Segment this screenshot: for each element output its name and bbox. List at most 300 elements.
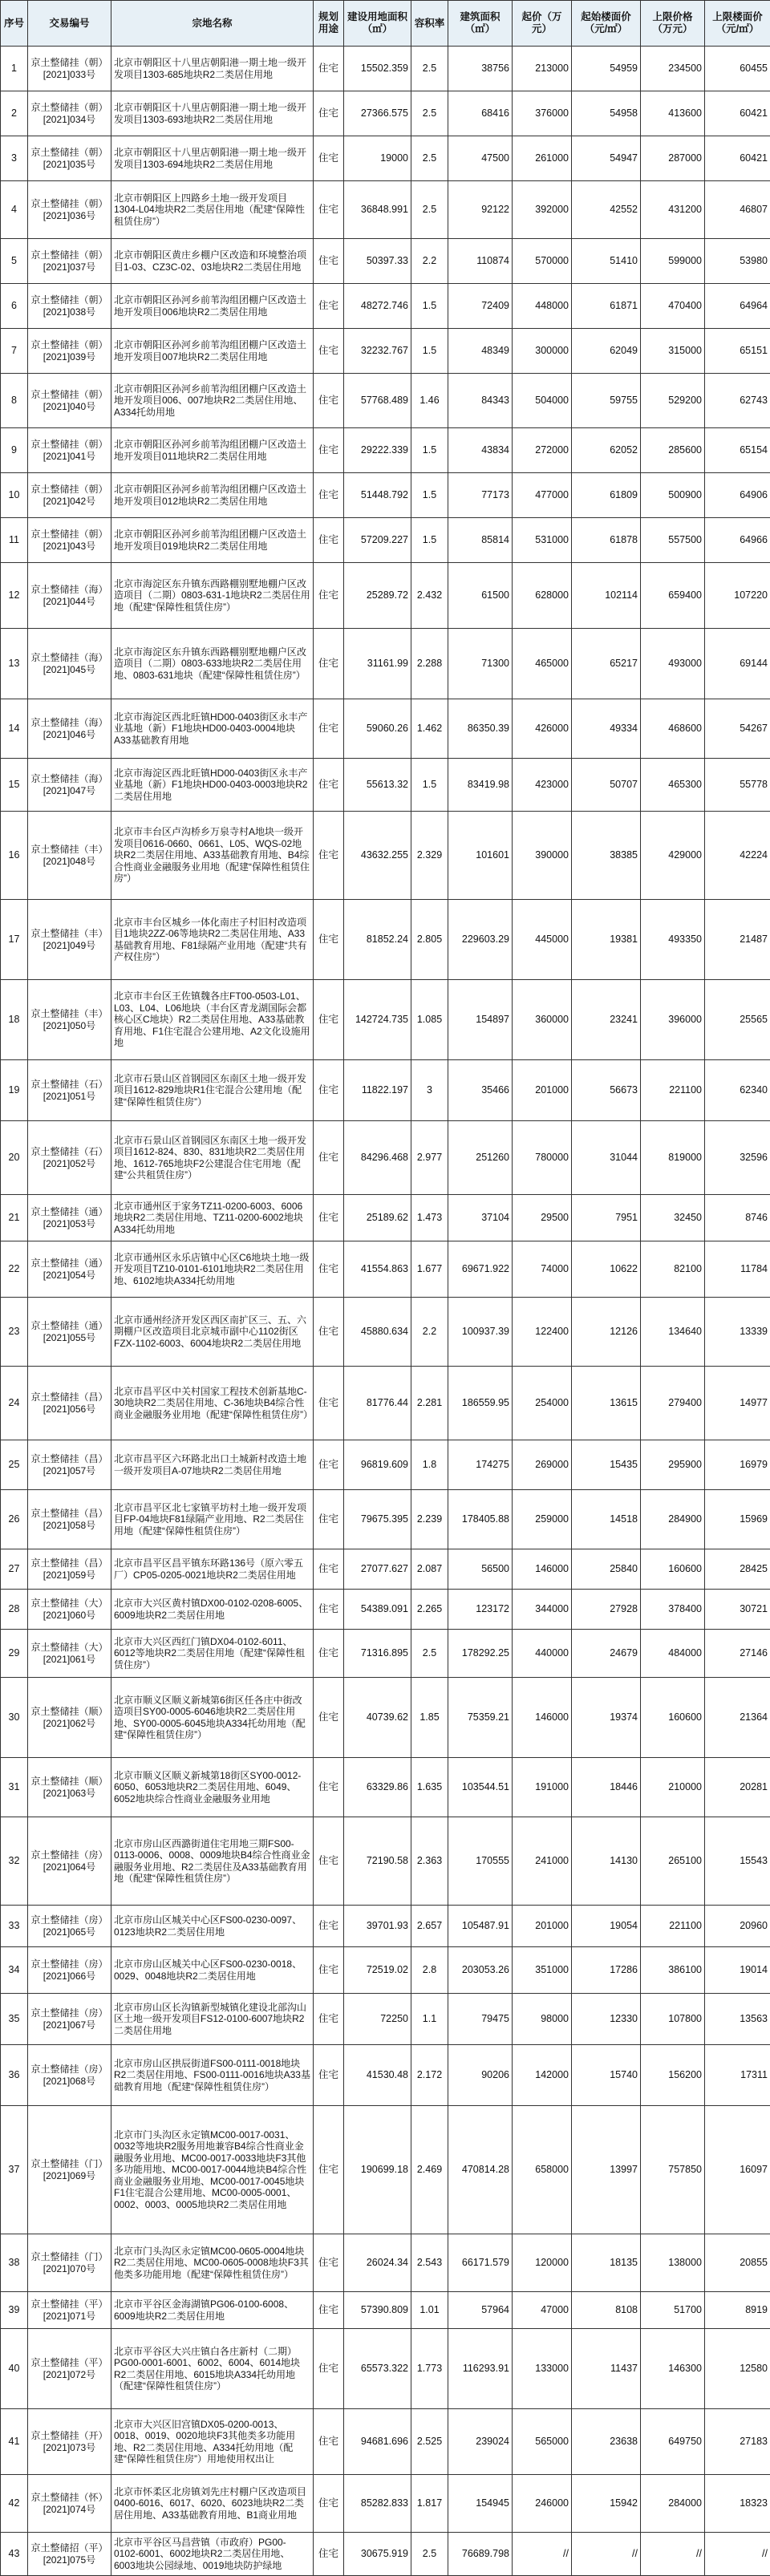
plot-ratio: 3	[411, 1060, 448, 1121]
row-index: 5	[1, 239, 28, 284]
column-header: 上限楼面价（元/㎡）	[705, 1, 770, 47]
planned-use: 住宅	[314, 428, 344, 473]
plot-ratio: 2.265	[411, 1590, 448, 1630]
row-index: 7	[1, 329, 28, 374]
land-area: 54389.091	[344, 1590, 411, 1630]
planned-use: 住宅	[314, 2409, 344, 2475]
table-row	[1, 980, 770, 1060]
table-row	[1, 1121, 770, 1195]
building-area: 43834	[448, 428, 513, 473]
land-area: 72519.02	[344, 1947, 411, 1994]
building-area: 66171.579	[448, 2234, 513, 2292]
column-header: 起始楼面价（元/㎡）	[572, 1, 641, 47]
building-area: 35466	[448, 1060, 513, 1121]
cap-floor-price: 18323	[705, 2475, 770, 2533]
trade-code: 京土整储挂（朝）[2021]038号	[28, 284, 111, 329]
start-floor-price: 51410	[572, 239, 641, 284]
cap-price: 210000	[641, 1758, 705, 1817]
table-row	[1, 1195, 770, 1241]
planned-use: 住宅	[314, 473, 344, 518]
trade-code: 京土整储挂（海）[2021]046号	[28, 699, 111, 759]
land-area: 57768.489	[344, 374, 411, 428]
start-floor-price: 59755	[572, 374, 641, 428]
start-floor-price: 54959	[572, 47, 641, 91]
table-row	[1, 2533, 770, 2576]
cap-price: 396000	[641, 980, 705, 1060]
planned-use: 住宅	[314, 759, 344, 812]
building-area: 37104	[448, 1195, 513, 1241]
start-price: 300000	[513, 329, 572, 374]
building-area: 186559.95	[448, 1367, 513, 1440]
cap-price: 378400	[641, 1590, 705, 1630]
row-index: 4	[1, 181, 28, 239]
plot-ratio: 1.5	[411, 329, 448, 374]
start-floor-price: 15435	[572, 1440, 641, 1490]
trade-code: 京土整储挂（朝）[2021]042号	[28, 473, 111, 518]
start-price: 272000	[513, 428, 572, 473]
cap-floor-price: 42224	[705, 812, 770, 900]
table-row	[1, 563, 770, 629]
parcel-name: 北京市通州区于家务TZ11-0200-6003、6006地块R2二类居住用地、TZ11-0200-6002地块A334托幼用地	[111, 1195, 314, 1241]
building-area: 86350.39	[448, 699, 513, 759]
planned-use: 住宅	[314, 518, 344, 563]
trade-code: 京土整储挂（昌）[2021]056号	[28, 1367, 111, 1440]
trade-code: 京土整储挂（朝）[2021]043号	[28, 518, 111, 563]
cap-price: 107800	[641, 1994, 705, 2045]
planned-use: 住宅	[314, 699, 344, 759]
trade-code: 京土整储挂（平）[2021]071号	[28, 2292, 111, 2329]
land-area: 84296.468	[344, 1121, 411, 1195]
parcel-name: 北京市平谷区马昌营镇（市政府）PG00-0102-6001、6002地块R2二类居住用地、6003地块公园绿地、0019地块防护绿地	[111, 2533, 314, 2576]
plot-ratio: 2.5	[411, 181, 448, 239]
planned-use: 住宅	[314, 1121, 344, 1195]
plot-ratio: 2.329	[411, 812, 448, 900]
cap-floor-price: 65154	[705, 428, 770, 473]
plot-ratio: 2.363	[411, 1817, 448, 1906]
cap-price: 659400	[641, 563, 705, 629]
parcel-name: 北京市朝阳区十八里店朝阳港一期土地一级开发项目1303-693地块R2二类居住用地	[111, 91, 314, 136]
parcel-name: 北京市朝阳区孙河乡前苇沟组团棚户区改造土地开发项目007地块R2二类居住用地	[111, 329, 314, 374]
planned-use: 住宅	[314, 2234, 344, 2292]
cap-price: 484000	[641, 1630, 705, 1678]
row-index: 43	[1, 2533, 28, 2576]
start-price: 423000	[513, 759, 572, 812]
land-area: 72250	[344, 1994, 411, 2045]
start-floor-price: 65217	[572, 629, 641, 699]
land-area: 36848.991	[344, 181, 411, 239]
trade-code: 京土整储挂（丰）[2021]049号	[28, 900, 111, 980]
row-index: 13	[1, 629, 28, 699]
plot-ratio: 1.773	[411, 2329, 448, 2409]
cap-floor-price: 20281	[705, 1758, 770, 1817]
column-header: 起价（万元）	[513, 1, 572, 47]
cap-price: 287000	[641, 136, 705, 181]
plot-ratio: 2.432	[411, 563, 448, 629]
land-area: 81776.44	[344, 1367, 411, 1440]
building-area: 154897	[448, 980, 513, 1060]
start-floor-price: 13997	[572, 2106, 641, 2234]
planned-use: 住宅	[314, 1440, 344, 1490]
planned-use: 住宅	[314, 1549, 344, 1590]
cap-price: 470400	[641, 284, 705, 329]
planned-use: 住宅	[314, 1490, 344, 1549]
cap-price: 493350	[641, 900, 705, 980]
planned-use: 住宅	[314, 284, 344, 329]
building-area: 170555	[448, 1817, 513, 1906]
trade-code: 京土整储挂（大）[2021]060号	[28, 1590, 111, 1630]
trade-code: 京土整储挂（通）[2021]053号	[28, 1195, 111, 1241]
start-floor-price: 12330	[572, 1994, 641, 2045]
table-row	[1, 812, 770, 900]
parcel-name: 北京市房山区长沟镇新型城镇化建设北部沟山区土地一级开发项目FS12-0100-6007地块R2二类居住用地	[111, 1994, 314, 2045]
trade-code: 京土整储挂（海）[2021]047号	[28, 759, 111, 812]
parcel-name: 北京市怀柔区北房镇刘先庄村棚户区改造项目0400-6016、6017、6020、6023地块R2二类居住用地、A33基础教育用地、B1商业用地	[111, 2475, 314, 2533]
land-area: 57390.809	[344, 2292, 411, 2329]
trade-code: 京土整储挂（房）[2021]068号	[28, 2045, 111, 2106]
start-floor-price: 31044	[572, 1121, 641, 1195]
start-floor-price: 50707	[572, 759, 641, 812]
table-row	[1, 374, 770, 428]
start-price: 191000	[513, 1758, 572, 1817]
start-floor-price: 10622	[572, 1241, 641, 1298]
building-area: 229603.29	[448, 900, 513, 980]
start-floor-price: 7951	[572, 1195, 641, 1241]
table-row	[1, 1678, 770, 1758]
trade-code: 京土整储挂（顺）[2021]062号	[28, 1678, 111, 1758]
planned-use: 住宅	[314, 1060, 344, 1121]
cap-floor-price: 21364	[705, 1678, 770, 1758]
cap-floor-price: 64906	[705, 473, 770, 518]
table-row	[1, 181, 770, 239]
cap-floor-price: 64964	[705, 284, 770, 329]
table-row	[1, 699, 770, 759]
row-index: 14	[1, 699, 28, 759]
table-row	[1, 1994, 770, 2045]
land-area: 55613.32	[344, 759, 411, 812]
planned-use: 住宅	[314, 1906, 344, 1947]
plot-ratio: 2.239	[411, 1490, 448, 1549]
start-price: 259000	[513, 1490, 572, 1549]
parcel-name: 北京市昌平区昌平镇东环路136号（原六零五厂）CP05-0205-0021地块R2二类居住用地	[111, 1549, 314, 1590]
building-area: 174275	[448, 1440, 513, 1490]
planned-use: 住宅	[314, 812, 344, 900]
table-row	[1, 2475, 770, 2533]
parcel-name: 北京市房山区拱辰街道FS00-0111-0018地块R2二类居住用地、FS00-0111-0016地块A33基础教育用地（配建“保障性租赁住房”）	[111, 2045, 314, 2106]
table-row	[1, 1630, 770, 1678]
planned-use: 住宅	[314, 136, 344, 181]
parcel-name: 北京市石景山区首钢园区东南区土地一级开发项目1612-829地块R1住宅混合公建用地（配建“保障性租赁住房”）	[111, 1060, 314, 1121]
parcel-name: 北京市大兴区旧宫镇DX05-0200-0013、0018、0019、0020地块F3其他类多功能用地、R2二类居住用地、A334托幼用地（配建“保障性租赁住房”）用地使用权出让	[111, 2409, 314, 2475]
cap-floor-price: 12580	[705, 2329, 770, 2409]
table-row	[1, 473, 770, 518]
planned-use: 住宅	[314, 47, 344, 91]
start-floor-price: 62052	[572, 428, 641, 473]
trade-code: 京土整储挂（朝）[2021]035号	[28, 136, 111, 181]
cap-floor-price: 27146	[705, 1630, 770, 1678]
row-index: 19	[1, 1060, 28, 1121]
land-area: 30675.919	[344, 2533, 411, 2576]
row-index: 32	[1, 1817, 28, 1906]
cap-floor-price: 54267	[705, 699, 770, 759]
building-area: 79475	[448, 1994, 513, 2045]
start-price: 628000	[513, 563, 572, 629]
row-index: 25	[1, 1440, 28, 1490]
cap-floor-price: 17311	[705, 2045, 770, 2106]
column-header: 上限价格（万元）	[641, 1, 705, 47]
building-area: 251260	[448, 1121, 513, 1195]
plot-ratio: 1.1	[411, 1994, 448, 2045]
table-row	[1, 1367, 770, 1440]
building-area: 85814	[448, 518, 513, 563]
land-area: 11822.197	[344, 1060, 411, 1121]
trade-code: 京土整储挂（平）[2021]072号	[28, 2329, 111, 2409]
parcel-name: 北京市平谷区大兴庄镇白各庄新村（二期）PG00-0001-6001、6002、6004、6014地块R2二类居住用地、6015地块A334托幼用地（配建“保障性租赁住房”）	[111, 2329, 314, 2409]
building-area: 83419.98	[448, 759, 513, 812]
cap-floor-price: 15969	[705, 1490, 770, 1549]
land-area: 94681.696	[344, 2409, 411, 2475]
table-row	[1, 239, 770, 284]
cap-price: 431200	[641, 181, 705, 239]
plot-ratio: 1.085	[411, 980, 448, 1060]
parcel-name: 北京市房山区城关中心区FS00-0230-0018、0029、0048地块R2二类居住用地	[111, 1947, 314, 1994]
parcel-name: 北京市通州区永乐店镇中心区C6地块土地一级开发项目TZ10-0101-6101地块R2二类居住用地、6102地块A334托幼用地	[111, 1241, 314, 1298]
start-price: 426000	[513, 699, 572, 759]
start-floor-price: 27928	[572, 1590, 641, 1630]
planned-use: 住宅	[314, 1758, 344, 1817]
cap-price: 285600	[641, 428, 705, 473]
land-area: 142724.735	[344, 980, 411, 1060]
planned-use: 住宅	[314, 2533, 344, 2576]
trade-code: 京土整储挂（朝）[2021]040号	[28, 374, 111, 428]
land-area: 59060.26	[344, 699, 411, 759]
planned-use: 住宅	[314, 1367, 344, 1440]
planned-use: 住宅	[314, 2329, 344, 2409]
land-area: 25189.62	[344, 1195, 411, 1241]
start-floor-price: 23241	[572, 980, 641, 1060]
trade-code: 京土整储挂（朝）[2021]036号	[28, 181, 111, 239]
cap-floor-price: 30721	[705, 1590, 770, 1630]
start-price: 780000	[513, 1121, 572, 1195]
parcel-name: 北京市朝阳区孙河乡前苇沟组团棚户区改造土地开发项目019地块R2二类居住用地	[111, 518, 314, 563]
cap-price: 557500	[641, 518, 705, 563]
planned-use: 住宅	[314, 91, 344, 136]
trade-code: 京土整储挂（门）[2021]069号	[28, 2106, 111, 2234]
start-floor-price: //	[572, 2533, 641, 2576]
row-index: 12	[1, 563, 28, 629]
start-floor-price: 8108	[572, 2292, 641, 2329]
planned-use: 住宅	[314, 374, 344, 428]
plot-ratio: 1.5	[411, 518, 448, 563]
table-row	[1, 1440, 770, 1490]
row-index: 21	[1, 1195, 28, 1241]
header-row	[1, 1, 770, 47]
cap-floor-price: 13563	[705, 1994, 770, 2045]
plot-ratio: 1.5	[411, 428, 448, 473]
cap-price: 134640	[641, 1298, 705, 1367]
land-area: 190699.18	[344, 2106, 411, 2234]
trade-code: 京土整储挂（门）[2021]070号	[28, 2234, 111, 2292]
parcel-name: 北京市昌平区北七家镇平坊村土地一级开发项目FP-04地块F81绿隔产业用地、R2二类居住用地（配建“保障性租赁住房”）	[111, 1490, 314, 1549]
table-row	[1, 2234, 770, 2292]
trade-code: 京土整储挂（海）[2021]044号	[28, 563, 111, 629]
start-floor-price: 19374	[572, 1678, 641, 1758]
planned-use: 住宅	[314, 629, 344, 699]
start-floor-price: 13615	[572, 1367, 641, 1440]
cap-floor-price: 15543	[705, 1817, 770, 1906]
start-price: 120000	[513, 2234, 572, 2292]
cap-floor-price: 19014	[705, 1947, 770, 1994]
row-index: 34	[1, 1947, 28, 1994]
start-price: 565000	[513, 2409, 572, 2475]
parcel-name: 北京市门头沟区永定镇MC00-0017-0031、0032等地块R2服务用地兼容B4综合性商业金融服务业用地、MC00-0017-0033地块F3其他多功能用地、MC00-0017-0044地块B4综合性商业金融服务业用地、MC00-0017-0045地块F1住宅混合公建用地、MC00-0005-0001、0002、0003、0005地块R2二类居住用地	[111, 2106, 314, 2234]
table-row	[1, 47, 770, 91]
plot-ratio: 2.5	[411, 91, 448, 136]
parcel-name: 北京市海淀区西北旺镇HD00-0403街区永丰产业基地（新）F1地块HD00-0403-0003地块R2二类居住用地	[111, 759, 314, 812]
start-price: 344000	[513, 1590, 572, 1630]
column-header: 建设用地面积（㎡）	[344, 1, 411, 47]
plot-ratio: 2.543	[411, 2234, 448, 2292]
planned-use: 住宅	[314, 1241, 344, 1298]
cap-price: 529200	[641, 374, 705, 428]
row-index: 36	[1, 2045, 28, 2106]
cap-floor-price: 11784	[705, 1241, 770, 1298]
table-row	[1, 1298, 770, 1367]
row-index: 27	[1, 1549, 28, 1590]
table-row	[1, 518, 770, 563]
start-price: 29500	[513, 1195, 572, 1241]
cap-floor-price: 14977	[705, 1367, 770, 1440]
building-area: 69671.922	[448, 1241, 513, 1298]
cap-floor-price: 21487	[705, 900, 770, 980]
parcel-name: 北京市顺义区顺义新城第6街区任各庄中街改造项目SY00-0005-6046地块R2二类居住用地、SY00-0005-6045地块A334托幼用地（配建“保障性租赁住房”）	[111, 1678, 314, 1758]
start-floor-price: 24679	[572, 1630, 641, 1678]
table-row	[1, 329, 770, 374]
cap-floor-price: 107220	[705, 563, 770, 629]
plot-ratio: 2.2	[411, 239, 448, 284]
building-area: 110874	[448, 239, 513, 284]
trade-code: 京土整储挂（昌）[2021]058号	[28, 1490, 111, 1549]
trade-code: 京土整储招（平）[2021]075号	[28, 2533, 111, 2576]
parcel-name: 北京市海淀区西北旺镇HD00-0403街区永丰产业基地（新）F1地块HD00-0403-0004地块A33基础教育用地	[111, 699, 314, 759]
cap-price: 465300	[641, 759, 705, 812]
parcel-name: 北京市房山区西潞街道住宅用地三期FS00-0113-0006、0008、0009地块B4综合性商业金融服务业用地、R2二类居住及A33基础教育用地（配建“保障性租赁住房”）	[111, 1817, 314, 1906]
cap-floor-price: 46807	[705, 181, 770, 239]
start-floor-price: 14130	[572, 1817, 641, 1906]
cap-price: 146300	[641, 2329, 705, 2409]
building-area: 56500	[448, 1549, 513, 1590]
parcel-name: 北京市大兴区西红门镇DX04-0102-6011、6012等地块R2二类居住用地（配建“保障性租赁住房”）	[111, 1630, 314, 1678]
start-floor-price: 54947	[572, 136, 641, 181]
land-area: 25289.72	[344, 563, 411, 629]
planned-use: 住宅	[314, 1298, 344, 1367]
column-header: 序号	[1, 1, 28, 47]
row-index: 31	[1, 1758, 28, 1817]
start-price: 146000	[513, 1549, 572, 1590]
cap-price: 599000	[641, 239, 705, 284]
cap-floor-price: 60421	[705, 136, 770, 181]
start-price: 98000	[513, 1994, 572, 2045]
cap-floor-price: 27183	[705, 2409, 770, 2475]
planned-use: 住宅	[314, 2475, 344, 2533]
start-floor-price: 61878	[572, 518, 641, 563]
start-price: 246000	[513, 2475, 572, 2533]
row-index: 10	[1, 473, 28, 518]
cap-price: 386100	[641, 1947, 705, 1994]
row-index: 33	[1, 1906, 28, 1947]
plot-ratio: 2.5	[411, 2533, 448, 2576]
cap-price: 649750	[641, 2409, 705, 2475]
building-area: 101601	[448, 812, 513, 900]
start-floor-price: 61871	[572, 284, 641, 329]
row-index: 39	[1, 2292, 28, 2329]
table-row	[1, 136, 770, 181]
start-price: 360000	[513, 980, 572, 1060]
cap-floor-price: 13339	[705, 1298, 770, 1367]
row-index: 9	[1, 428, 28, 473]
cap-price: 429000	[641, 812, 705, 900]
cap-price: 757850	[641, 2106, 705, 2234]
row-index: 24	[1, 1367, 28, 1440]
row-index: 8	[1, 374, 28, 428]
column-header: 规划用途	[314, 1, 344, 47]
land-area: 50397.33	[344, 239, 411, 284]
start-floor-price: 62049	[572, 329, 641, 374]
trade-code: 京土整储挂（房）[2021]064号	[28, 1817, 111, 1906]
cap-floor-price: 8919	[705, 2292, 770, 2329]
planned-use: 住宅	[314, 1195, 344, 1241]
start-price: 133000	[513, 2329, 572, 2409]
plot-ratio: 1.5	[411, 473, 448, 518]
start-price: 440000	[513, 1630, 572, 1678]
cap-floor-price: 16979	[705, 1440, 770, 1490]
start-price: 269000	[513, 1440, 572, 1490]
table-row	[1, 1490, 770, 1549]
land-area: 45880.634	[344, 1298, 411, 1367]
cap-floor-price: 8746	[705, 1195, 770, 1241]
cap-floor-price: 16097	[705, 2106, 770, 2234]
plot-ratio: 2.2	[411, 1298, 448, 1367]
start-floor-price: 19381	[572, 900, 641, 980]
building-area: 47500	[448, 136, 513, 181]
planned-use: 住宅	[314, 900, 344, 980]
cap-price: 138000	[641, 2234, 705, 2292]
planned-use: 住宅	[314, 2292, 344, 2329]
table-body	[1, 47, 770, 2576]
start-price: 74000	[513, 1241, 572, 1298]
trade-code: 京土整储挂（丰）[2021]050号	[28, 980, 111, 1060]
cap-floor-price: 25565	[705, 980, 770, 1060]
table-row	[1, 2045, 770, 2106]
plot-ratio: 2.281	[411, 1367, 448, 1440]
row-index: 22	[1, 1241, 28, 1298]
plot-ratio: 2.087	[411, 1549, 448, 1590]
building-area: 92122	[448, 181, 513, 239]
cap-floor-price: 53980	[705, 239, 770, 284]
plot-ratio: 1.46	[411, 374, 448, 428]
land-area: 79675.395	[344, 1490, 411, 1549]
start-floor-price: 12126	[572, 1298, 641, 1367]
start-floor-price: 11437	[572, 2329, 641, 2409]
land-area: 15502.359	[344, 47, 411, 91]
table-row	[1, 759, 770, 812]
trade-code: 京土整储挂（房）[2021]066号	[28, 1947, 111, 1994]
trade-code: 京土整储挂（怀）[2021]074号	[28, 2475, 111, 2533]
table-row	[1, 1590, 770, 1630]
row-index: 26	[1, 1490, 28, 1549]
cap-floor-price: 28425	[705, 1549, 770, 1590]
parcel-name: 北京市海淀区东升镇东西路棚别墅地棚户区改造项目（二期）0803-633地块R2二类居住用地、0803-631地块（配建“保障性租赁住房”）	[111, 629, 314, 699]
table-row	[1, 428, 770, 473]
